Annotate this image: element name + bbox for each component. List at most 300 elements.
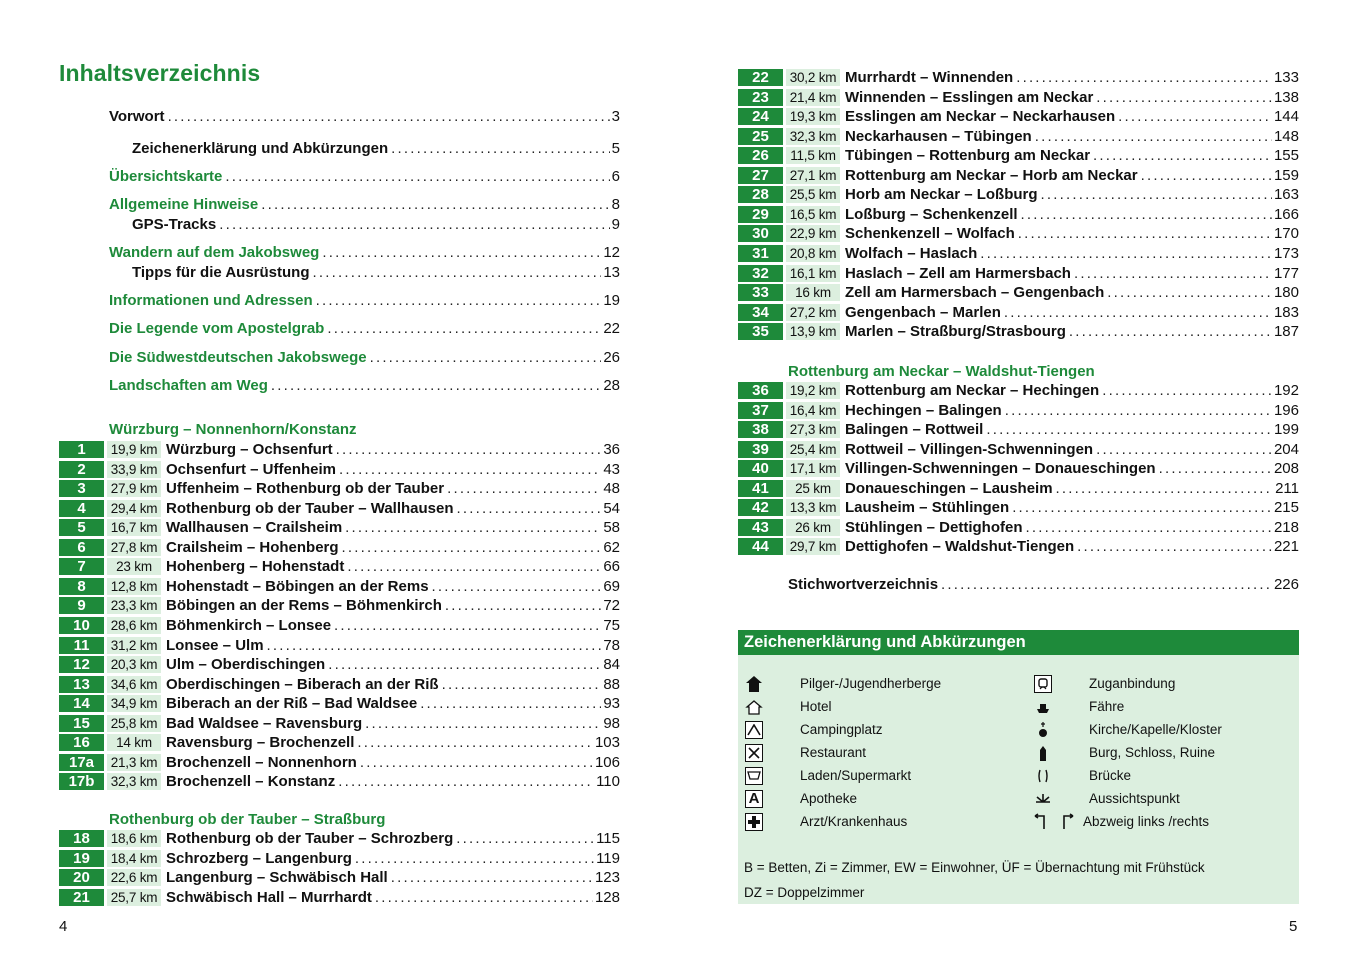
stage-route: Schenkenzell – Wolfach	[845, 225, 1015, 243]
stage-row[interactable]	[59, 538, 620, 557]
stage-route: Wolfach – Haslach	[845, 244, 978, 262]
stage-page: 48	[603, 480, 620, 498]
hostel-icon	[743, 673, 765, 695]
leader-dots	[370, 348, 602, 368]
stage-page: 211	[1275, 479, 1299, 497]
stage-distance: 22,9 km	[786, 225, 840, 242]
stage-distance: 16,7 km	[107, 519, 161, 536]
stage-distance: 17,1 km	[786, 460, 840, 477]
stage-route: Villingen-Schwenningen – Donaueschingen	[845, 460, 1156, 478]
legend-item	[743, 718, 883, 741]
leader-dots	[347, 558, 601, 575]
stage-route: Donaueschingen – Lausheim	[845, 479, 1053, 497]
stage-distance: 29,4 km	[107, 500, 161, 517]
toc-entry-page: 19	[603, 292, 620, 309]
stage-route: Gengenbach – Marlen	[845, 303, 1001, 321]
stage-route: Esslingen am Neckar – Neckarhausen	[845, 108, 1116, 126]
toc-entry-label: Die Legende vom Apostelgrab	[109, 320, 325, 337]
legend-label: Apotheke	[800, 791, 858, 806]
stage-route: Rottweil – Villingen-Schwenningen	[845, 440, 1094, 458]
stage-number: 16	[59, 734, 104, 751]
bridge-icon	[1032, 765, 1054, 787]
leader-dots	[168, 107, 610, 127]
legend-item	[743, 810, 907, 833]
toc-entry-page: 22	[603, 320, 620, 337]
stage-number: 4	[59, 500, 104, 517]
stage-distance: 26 km	[786, 519, 840, 536]
stage-number: 37	[738, 402, 783, 419]
stage-row[interactable]	[738, 322, 1299, 341]
stage-route: Lonsee – Ulm	[166, 636, 264, 654]
legend-item	[743, 787, 857, 810]
leader-dots	[327, 319, 601, 339]
stage-number: 35	[738, 323, 783, 340]
stage-page: 173	[1273, 244, 1299, 262]
stage-page: 98	[603, 714, 620, 732]
stage-page: 144	[1273, 108, 1299, 126]
legend-item	[1032, 787, 1180, 810]
toc-entry[interactable]	[109, 195, 620, 215]
leader-dots	[442, 676, 602, 693]
train-icon	[1032, 673, 1054, 695]
stage-route: Schwäbisch Hall – Murrhardt	[166, 888, 372, 906]
legend-label: Zuganbindung	[1089, 676, 1176, 691]
stage-row[interactable]	[738, 479, 1299, 498]
legend-label: Abzweig links /rechts	[1083, 814, 1210, 829]
toc-entry-label: Allgemeine Hinweise	[109, 196, 259, 213]
legend-label: Fähre	[1089, 699, 1125, 714]
stage-number: 24	[738, 108, 783, 125]
pharmacy-icon: A	[743, 788, 765, 810]
stage-row[interactable]	[738, 420, 1299, 439]
stage-distance: 13,3 km	[786, 499, 840, 516]
stage-distance: 21,4 km	[786, 89, 840, 106]
stage-row[interactable]	[738, 283, 1299, 302]
stage-number: 42	[738, 499, 783, 516]
stage-row[interactable]	[59, 596, 620, 615]
stage-page: 199	[1273, 421, 1299, 439]
stage-number: 15	[59, 715, 104, 732]
stage-route: Stühlingen – Dettighofen	[845, 518, 1023, 536]
stage-distance: 25,8 km	[107, 715, 161, 732]
stage-page: 155	[1273, 147, 1299, 165]
stage-distance: 32,3 km	[107, 773, 161, 790]
stage-distance: 18,6 km	[107, 830, 161, 847]
stage-distance: 20,8 km	[786, 245, 840, 262]
toc-entry[interactable]	[109, 167, 620, 187]
stage-page: 170	[1273, 225, 1299, 243]
stage-page: 208	[1273, 460, 1299, 478]
stage-route: Rottenburg am Neckar – Hechingen	[845, 382, 1100, 399]
stage-distance: 27,9 km	[107, 480, 161, 497]
stage-route: Brochenzell – Nonnenhorn	[166, 753, 357, 771]
stage-distance: 19,3 km	[786, 108, 840, 125]
stage-row[interactable]	[738, 537, 1299, 556]
stage-number: 17a	[59, 754, 104, 771]
leader-dots	[1012, 499, 1272, 516]
toc-entry[interactable]	[109, 291, 620, 311]
stage-page: 138	[1273, 88, 1299, 106]
leader-dots	[1107, 284, 1272, 301]
stage-row[interactable]	[738, 303, 1299, 322]
leader-dots	[986, 421, 1272, 438]
leader-dots	[1056, 480, 1274, 497]
stage-distance: 32,3 km	[786, 128, 840, 145]
stage-route: Bad Waldsee – Ravensburg	[166, 714, 363, 732]
stage-number: 17b	[59, 773, 104, 790]
stage-route: Tübingen – Rottenburg am Neckar	[845, 147, 1091, 165]
legend-box	[738, 630, 1299, 904]
stage-number: 29	[738, 206, 783, 223]
leader-dots	[1159, 460, 1272, 477]
stage-distance: 29,7 km	[786, 538, 840, 555]
stage-route: Hechingen – Balingen	[845, 401, 1002, 419]
leader-dots	[432, 578, 602, 595]
toc-entry[interactable]	[109, 376, 620, 396]
stage-distance: 11,5 km	[786, 147, 840, 164]
stage-number: 12	[59, 656, 104, 673]
stage-page: 163	[1273, 186, 1299, 204]
toc-entry-label: Die Südwestdeutschen Jakobswege	[109, 349, 367, 366]
toc-entry-page: 5	[611, 140, 620, 157]
toc-entry-label: GPS-Tracks	[132, 216, 217, 233]
toc-entry[interactable]	[109, 243, 620, 263]
toc-entry-label: Zeichenerklärung und Abkürzungen	[132, 140, 389, 157]
stage-row[interactable]	[59, 868, 620, 887]
stage-page: 115	[596, 830, 620, 847]
stage-row[interactable]	[738, 440, 1299, 459]
stage-row[interactable]	[738, 401, 1299, 420]
leader-dots	[375, 889, 593, 906]
leader-dots	[1096, 441, 1272, 458]
stage-route: Winnenden – Esslingen am Neckar	[845, 88, 1094, 106]
stage-route: Neckarhausen – Tübingen	[845, 127, 1032, 145]
stage-page: 204	[1273, 440, 1299, 458]
stage-page: 75	[603, 616, 620, 634]
stage-row[interactable]	[738, 166, 1299, 185]
stage-route: Biberach an der Riß – Bad Waldsee	[166, 695, 418, 713]
stage-route: Wallhausen – Crailsheim	[166, 519, 343, 537]
stage-number: 26	[738, 147, 783, 164]
toc-entry-label: Tipps für die Ausrüstung	[132, 264, 310, 281]
legend-label: Burg, Schloss, Ruine	[1089, 745, 1216, 760]
stage-number: 14	[59, 695, 104, 712]
page-title: Inhaltsverzeichnis	[59, 60, 261, 86]
leader-dots	[338, 773, 594, 790]
stage-row[interactable]	[738, 459, 1299, 478]
legend-item	[743, 764, 911, 787]
stage-number: 40	[738, 460, 783, 477]
legend-item	[1032, 741, 1215, 764]
stage-row[interactable]	[59, 829, 620, 848]
stage-number: 10	[59, 617, 104, 634]
stage-number: 22	[738, 69, 783, 86]
stage-number: 18	[59, 830, 104, 847]
turn-icon	[1032, 811, 1076, 833]
stage-number: 8	[59, 578, 104, 595]
stage-route: Hohenstadt – Böbingen an der Rems	[166, 577, 429, 595]
leader-dots	[355, 850, 594, 867]
stage-row[interactable]	[59, 577, 620, 596]
toc-entry-label: Landschaften am Weg	[109, 377, 268, 394]
stage-row[interactable]	[738, 68, 1299, 87]
stage-page: 187	[1273, 323, 1299, 341]
stage-distance: 16,1 km	[786, 265, 840, 282]
stage-route: Zell am Harmersbach – Gengenbach	[845, 284, 1105, 302]
leader-dots	[1141, 167, 1272, 184]
toc-entry-page: 6	[611, 168, 620, 185]
leader-dots	[334, 617, 601, 634]
left-page	[0, 0, 679, 969]
toc-entry-page: 8	[611, 196, 620, 213]
stage-page: 78	[603, 636, 620, 654]
leader-dots	[1096, 89, 1272, 106]
leader-dots	[267, 637, 602, 654]
stage-route: Hohenberg – Hohenstadt	[166, 558, 345, 576]
toc-entry[interactable]	[109, 107, 620, 127]
leader-dots	[1077, 538, 1272, 555]
stage-route: Horb am Neckar – Loßburg	[845, 186, 1038, 204]
stage-page: 72	[603, 597, 620, 615]
leader-dots	[1118, 108, 1272, 125]
toc-entry-index[interactable]	[788, 575, 1299, 595]
stage-number: 9	[59, 597, 104, 614]
toc-entry-label: Stichwortverzeichnis	[788, 576, 939, 593]
stage-page: 84	[603, 656, 620, 674]
stage-row[interactable]	[59, 733, 620, 752]
ferry-icon	[1032, 696, 1054, 718]
stage-number: 19	[59, 850, 104, 867]
stage-distance: 25,5 km	[786, 186, 840, 203]
stage-page: 36	[603, 441, 620, 458]
stage-page: 58	[603, 519, 620, 537]
leader-dots	[339, 461, 601, 478]
stage-row[interactable]	[59, 694, 620, 713]
toc-entry-page: 12	[603, 244, 620, 261]
stage-page: 93	[603, 695, 620, 713]
stage-row[interactable]	[738, 107, 1299, 126]
stage-number: 43	[738, 519, 783, 536]
stage-route: Langenburg – Schwäbisch Hall	[166, 869, 388, 887]
leader-dots	[1026, 519, 1272, 536]
leader-dots	[1005, 402, 1272, 419]
stage-number: 13	[59, 676, 104, 693]
hospital-icon	[743, 811, 765, 833]
stage-row[interactable]	[738, 498, 1299, 517]
stage-distance: 19,2 km	[786, 382, 840, 399]
abbreviations-line-2: DZ = Doppelzimmer	[744, 885, 865, 900]
page-number-right: 5	[1289, 918, 1298, 935]
toc-entry-label: Informationen und Adressen	[109, 292, 313, 309]
stage-page: 177	[1273, 264, 1299, 282]
stage-route: Ravensburg – Brochenzell	[166, 734, 355, 752]
legend-item	[743, 672, 941, 695]
legend-item	[743, 695, 832, 718]
leader-dots	[365, 715, 601, 732]
legend-label: Pilger-/Jugendherberge	[800, 676, 942, 691]
leader-dots	[225, 167, 609, 187]
stage-route: Haslach – Zell am Harmersbach	[845, 264, 1071, 282]
hotel-icon	[743, 696, 765, 718]
stage-distance: 14 km	[107, 734, 161, 751]
stage-number: 20	[59, 869, 104, 886]
stage-distance: 13,9 km	[786, 323, 840, 340]
stage-distance: 18,4 km	[107, 850, 161, 867]
legend-item	[1032, 764, 1131, 787]
legend-label: Brücke	[1089, 768, 1132, 783]
legend-item	[1032, 810, 1209, 833]
stage-page: 119	[596, 849, 620, 867]
legend-item	[1032, 695, 1124, 718]
stage-route: Oberdischingen – Biberach an der Riß	[166, 675, 439, 693]
stage-row[interactable]	[59, 849, 620, 868]
stage-row[interactable]	[738, 224, 1299, 243]
abbreviations-line-1: B = Betten, Zi = Zimmer, EW = Einwohner, ÜF = Übernachtung mit Frühstück	[744, 860, 1205, 875]
leader-dots	[271, 376, 601, 396]
stage-page: 66	[603, 558, 620, 576]
leader-dots	[391, 139, 610, 159]
leader-dots	[345, 519, 601, 536]
leader-dots	[313, 263, 602, 283]
legend-label: Hotel	[800, 699, 832, 714]
stage-page: 123	[594, 869, 620, 887]
stage-distance: 20,3 km	[107, 656, 161, 673]
stage-row[interactable]	[59, 772, 620, 791]
leader-dots	[445, 597, 601, 614]
stage-route: Balingen – Rottweil	[845, 421, 984, 439]
stage-row[interactable]	[59, 518, 620, 537]
leader-dots	[941, 575, 1272, 595]
stage-route: Loßburg – Schenkenzell	[845, 205, 1018, 223]
stage-number: 23	[738, 89, 783, 106]
leader-dots	[391, 869, 593, 886]
toc-entry[interactable]	[132, 263, 620, 283]
stage-distance: 19,9 km	[107, 441, 161, 458]
toc-entry-page: 226	[1273, 576, 1299, 593]
stage-page: 215	[1273, 499, 1299, 517]
leader-dots	[1035, 128, 1272, 145]
stage-distance: 34,6 km	[107, 676, 161, 693]
leader-dots	[357, 734, 593, 751]
stage-row[interactable]	[738, 146, 1299, 165]
stage-page: 43	[603, 460, 620, 478]
shop-icon	[743, 765, 765, 787]
stage-number: 32	[738, 265, 783, 282]
stage-row[interactable]	[738, 185, 1299, 204]
leader-dots	[1041, 186, 1272, 203]
stage-page: 183	[1273, 303, 1299, 321]
stage-page: 69	[603, 577, 620, 595]
stage-row[interactable]	[59, 616, 620, 635]
stage-route: Crailsheim – Hohenberg	[166, 538, 339, 556]
stage-row[interactable]	[59, 655, 620, 674]
stage-page: 110	[596, 773, 620, 791]
stage-row[interactable]	[59, 557, 620, 576]
toc-entry[interactable]	[132, 215, 620, 235]
stage-number: 39	[738, 441, 783, 458]
stage-row[interactable]	[59, 714, 620, 733]
leader-dots	[336, 441, 602, 458]
stage-row[interactable]	[59, 460, 620, 479]
stage-route: Rottenburg am Neckar – Horb am Neckar	[845, 166, 1138, 184]
stage-distance: 25 km	[786, 480, 840, 497]
stage-row[interactable]	[59, 636, 620, 655]
stage-number: 5	[59, 519, 104, 536]
stage-page: 218	[1273, 518, 1299, 536]
campsite-icon	[743, 719, 765, 741]
stage-row[interactable]	[59, 479, 620, 498]
viewpoint-icon	[1032, 788, 1054, 810]
stage-number: 27	[738, 167, 783, 184]
leader-dots	[1021, 206, 1272, 223]
stage-route: Ulm – Oberdischingen	[166, 656, 326, 674]
stage-number: 33	[738, 284, 783, 301]
legend-label: Campingplatz	[800, 722, 883, 737]
stage-row[interactable]	[738, 244, 1299, 263]
stage-distance: 16 km	[786, 284, 840, 301]
stage-row[interactable]	[738, 518, 1299, 537]
stage-row[interactable]	[738, 381, 1299, 400]
leader-dots	[457, 500, 602, 517]
stage-page: 62	[603, 538, 620, 556]
toc-entry-page: 9	[611, 216, 620, 233]
stage-distance: 27,8 km	[107, 539, 161, 556]
toc-entry[interactable]	[109, 319, 620, 339]
stage-route: Lausheim – Stühlingen	[845, 499, 1010, 517]
stage-distance: 31,2 km	[107, 637, 161, 654]
leader-dots	[322, 243, 601, 263]
leader-dots	[456, 830, 594, 847]
stage-distance: 16,4 km	[786, 402, 840, 419]
toc-entry-page: 28	[603, 377, 620, 394]
stage-row[interactable]	[59, 753, 620, 772]
stage-page: 128	[594, 888, 620, 906]
stage-distance: 23,3 km	[107, 597, 161, 614]
stage-row[interactable]	[59, 499, 620, 518]
stage-row[interactable]	[738, 88, 1299, 107]
stage-row[interactable]	[738, 205, 1299, 224]
toc-entry[interactable]	[109, 348, 620, 368]
leader-dots	[420, 695, 601, 712]
toc-entry-page: 3	[611, 108, 620, 125]
stage-row[interactable]	[738, 264, 1299, 283]
stage-number: 31	[738, 245, 783, 262]
stage-number: 41	[738, 480, 783, 497]
leader-dots	[1069, 323, 1272, 340]
stage-page: 133	[1273, 69, 1299, 86]
stage-page: 159	[1273, 166, 1299, 184]
section-heading-2: Rothenburg ob der Tauber – Straßburg	[109, 811, 386, 828]
legend-item	[1032, 718, 1222, 741]
legend-label: Arzt/Krankenhaus	[800, 814, 908, 829]
stage-distance: 27,2 km	[786, 304, 840, 321]
toc-entry[interactable]	[132, 139, 620, 159]
stage-row[interactable]	[59, 440, 620, 459]
legend-label: Kirche/Kapelle/Kloster	[1089, 722, 1222, 737]
stage-row[interactable]	[59, 675, 620, 694]
stage-row[interactable]	[59, 888, 620, 907]
stage-route: Rothenburg ob der Tauber – Wallhausen	[166, 499, 454, 517]
stage-page: 196	[1273, 401, 1299, 419]
toc-entry-page: 13	[603, 264, 620, 281]
castle-icon	[1032, 742, 1054, 764]
leader-dots	[328, 656, 601, 673]
stage-distance: 34,9 km	[107, 695, 161, 712]
stage-row[interactable]	[738, 127, 1299, 146]
stage-distance: 25,7 km	[107, 889, 161, 906]
stage-number: 25	[738, 128, 783, 145]
stage-route: Brochenzell – Konstanz	[166, 773, 336, 791]
